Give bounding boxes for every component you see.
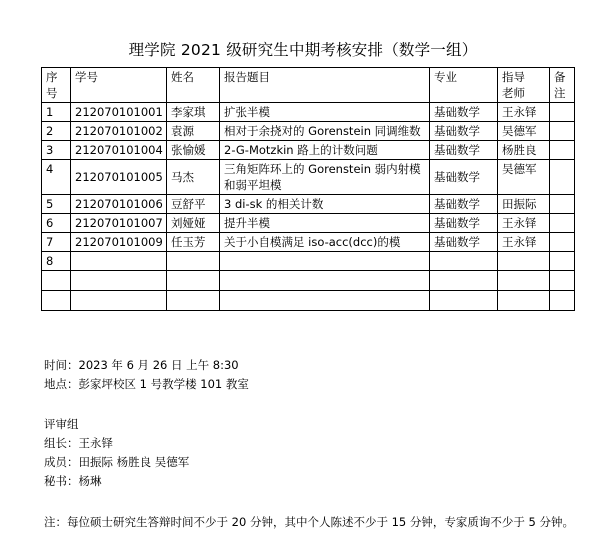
cell-report-title: 相对于余挠对的 Gorenstein 同调维数 [220,122,430,141]
table-row [42,103,575,122]
table-header-row [42,68,575,103]
cell-student-id: 212070101006 [71,195,167,214]
table-row [42,195,575,214]
cell-advisor: 王永铎 [498,103,550,122]
cell-student-id [71,252,167,271]
cell-remark [550,160,575,195]
cell-seq: 2 [42,122,71,141]
committee-secretary: 秘书：杨琳 [44,474,102,488]
cell-name [167,252,220,271]
cell-remark [550,141,575,160]
cell-seq: 3 [42,141,71,160]
cell-major: 基础数学 [430,233,498,252]
cell-advisor: 王永铎 [498,214,550,233]
table-row [42,122,575,141]
cell-name: 豆舒平 [167,195,220,214]
cell-advisor: 杨胜良 [498,141,550,160]
exam-location: 地点：彭家坪校区 1 号教学楼 101 教室 [44,377,249,391]
header-seq: 序 号 [42,68,71,103]
cell-major: 基础数学 [430,160,498,195]
exam-time: 时间：2023 年 6 月 26 日 上午 8:30 [44,358,239,372]
cell-remark [550,103,575,122]
cell-major: 基础数学 [430,141,498,160]
table-row [42,252,575,271]
cell-student-id: 212070101004 [71,141,167,160]
cell-seq: 7 [42,233,71,252]
cell-report-title: 关于小自模满足 iso-acc(dcc)的模 [220,233,430,252]
committee-leader: 组长：王永铎 [44,436,113,450]
table-row [42,233,575,252]
cell-seq: 5 [42,195,71,214]
cell-seq: 1 [42,103,71,122]
cell-name: 张愉媛 [167,141,220,160]
cell-student-id: 212070101002 [71,122,167,141]
cell-name: 马杰 [167,160,220,195]
cell-remark [550,122,575,141]
cell-seq: 4 [42,160,71,195]
table-row [42,141,575,160]
cell-major [430,252,498,271]
schedule-table [41,67,575,311]
cell-student-id: 212070101005 [71,160,167,195]
header-major: 专业 [430,68,498,103]
cell-major: 基础数学 [430,103,498,122]
table-row [42,214,575,233]
table-row-empty [42,271,575,291]
cell-major: 基础数学 [430,122,498,141]
footnote: 注：每位硕士研究生答辩时间不少于 20 分钟，其中个人陈述不少于 15 分钟，专家质询不少于 5 分钟。 [44,515,575,529]
committee-heading: 评审组 [44,417,79,431]
cell-major: 基础数学 [430,214,498,233]
cell-report-title: 2-G-Motzkin 路上的计数问题 [220,141,430,160]
cell-remark [550,214,575,233]
cell-student-id: 212070101001 [71,103,167,122]
cell-major: 基础数学 [430,195,498,214]
cell-seq: 6 [42,214,71,233]
cell-advisor: 吴德军 [498,122,550,141]
cell-advisor: 田振际 [498,195,550,214]
cell-report-title: 3 di-sk 的相关计数 [220,195,430,214]
cell-name: 袁源 [167,122,220,141]
cell-report-title [220,252,430,271]
cell-name: 刘娅娅 [167,214,220,233]
cell-remark [550,252,575,271]
cell-student-id: 212070101009 [71,233,167,252]
committee-members: 成员：田振际 杨胜良 吴德军 [44,455,190,469]
table-row-empty [42,291,575,311]
cell-remark [550,195,575,214]
cell-seq: 8 [42,252,71,271]
header-student-id: 学号 [71,68,167,103]
cell-advisor: 王永铎 [498,233,550,252]
page-title: 理学院 2021 级研究生中期考核安排（数学一组） [128,41,478,59]
header-name: 姓名 [167,68,220,103]
header-advisor: 指导 老师 [498,68,550,103]
cell-advisor [498,252,550,271]
cell-report-title: 提升半模 [220,214,430,233]
header-report-title: 报告题目 [220,68,430,103]
header-remark: 备 注 [550,68,575,103]
cell-advisor: 吴德军 [498,160,550,195]
cell-report-title: 三角矩阵环上的 Gorenstein 弱内射模和弱平坦模 [220,160,430,195]
cell-remark [550,233,575,252]
cell-report-title: 扩张半模 [220,103,430,122]
cell-name: 任玉芳 [167,233,220,252]
cell-name: 李家琪 [167,103,220,122]
cell-student-id: 212070101007 [71,214,167,233]
table-row [42,160,575,195]
